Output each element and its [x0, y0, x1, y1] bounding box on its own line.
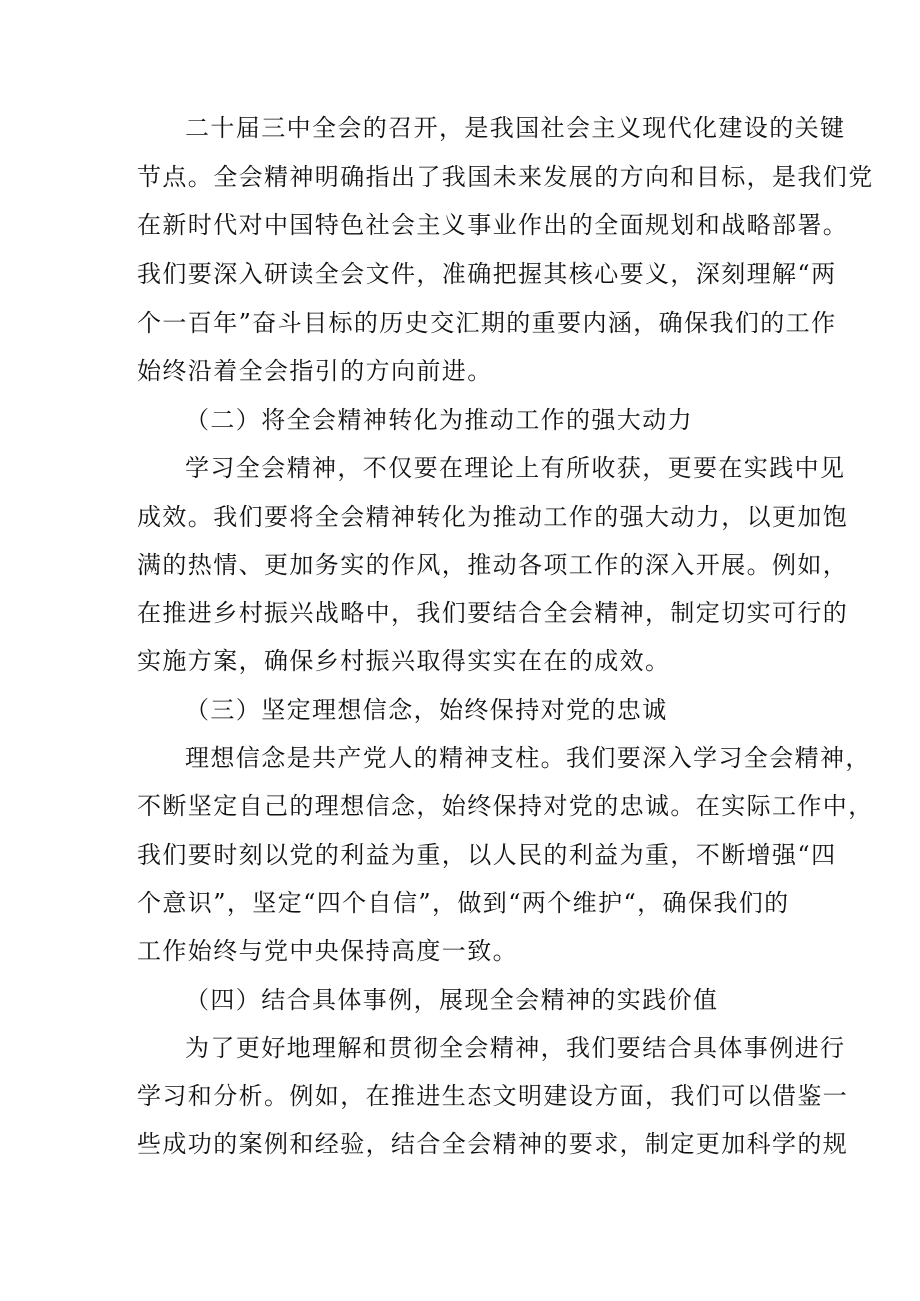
- paragraph-line: 个一百年”奋斗目标的历史交汇期的重要内涵，确保我们的工作: [137, 309, 837, 337]
- section-heading-3: （三）坚定理想信念，始终保持对党的忠诚: [185, 696, 668, 724]
- paragraph-line: 学习全会精神，不仅要在理论上有所收获，更要在实践中见: [185, 454, 846, 482]
- paragraph-line: 满的热情、更加务实的作风，推动各项工作的深入开展。例如，: [137, 551, 849, 579]
- paragraph-line: 实施方案，确保乡村振兴取得实实在在的成效。: [137, 647, 671, 675]
- section-heading-4: （四）结合具体事例，展现全会精神的实践价值: [185, 986, 719, 1014]
- paragraph-line: 不断坚定自己的理想信念，始终保持对党的忠诚。在实际工作中，: [137, 792, 874, 820]
- paragraph-line: 始终沿着全会指引的方向前进。: [137, 357, 493, 385]
- paragraph-line: 成效。我们要将全会精神转化为推动工作的强大动力，以更加饱: [137, 503, 849, 531]
- paragraph-line: 理想信念是共产党人的精神支柱。我们要深入学习全会精神，: [185, 744, 871, 772]
- paragraph-line: 为了更好地理解和贯彻全会精神，我们要结合具体事例进行: [185, 1034, 846, 1062]
- paragraph-line: 些成功的案例和经验，结合全会精神的要求，制定更加科学的规: [137, 1130, 849, 1158]
- paragraph-line: 在推进乡村振兴战略中，我们要结合全会精神，制定切实可行的: [137, 599, 849, 627]
- paragraph-line: 节点。全会精神明确指出了我国未来发展的方向和目标，是我们党: [137, 163, 874, 191]
- paragraph-line: 我们要深入研读全会文件，准确把握其核心要义，深刻理解“两: [137, 260, 837, 288]
- paragraph-line: 我们要时刻以党的利益为重，以人民的利益为重，不断增强“四: [137, 841, 837, 869]
- paragraph-line: 工作始终与党中央保持高度一致。: [137, 937, 518, 965]
- paragraph-line: 学习和分析。例如，在推进生态文明建设方面，我们可以借鉴一: [137, 1082, 849, 1110]
- section-heading-2: （二）将全会精神转化为推动工作的强大动力: [185, 406, 693, 434]
- paragraph-line: 个意识”，坚定“四个自信”，做到“两个维护“，确保我们的: [137, 889, 790, 917]
- paragraph-line: 二十届三中全会的召开，是我国社会主义现代化建设的关键: [185, 114, 846, 142]
- paragraph-line: 在新时代对中国特色社会主义事业作出的全面规划和战略部署。: [137, 211, 849, 239]
